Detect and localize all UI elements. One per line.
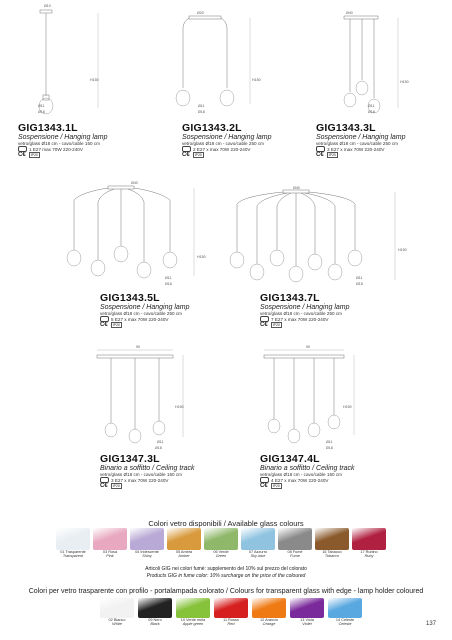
dim-top: Ø20 — [197, 11, 204, 15]
ce-mark-icon: C€ — [316, 152, 324, 158]
page-number: 137 — [426, 621, 437, 627]
product-spec: vetro/glass Ø18 cm - cavo/cable 150 cm — [100, 472, 182, 477]
dim-side: H150 — [400, 80, 409, 84]
ip-rating: IP20 — [328, 153, 336, 157]
dim-top: Ø40 — [293, 186, 300, 190]
glass-colour-swatch-label: 08 Fumè — [287, 550, 303, 554]
ce-mark-icon: C€ — [18, 152, 26, 158]
glass-colour-swatch-label: 04 Iridescente — [135, 550, 159, 554]
dim-lamp: Ø18 — [356, 282, 363, 286]
glass-colour-swatch — [315, 528, 349, 559]
dim-side: H150 — [90, 78, 99, 82]
glass-colour-swatch — [241, 528, 275, 559]
product-spec: vetro/glass Ø18 cm - cavo/cable 250 cm — [100, 311, 182, 316]
drawing-gig1343-1l — [10, 8, 110, 120]
dim-lamp: Ø18 — [38, 110, 45, 114]
edge-colour-swatch-label-en: Celeste — [338, 622, 352, 627]
glass-colour-swatch-label-en: Shiny — [142, 554, 152, 559]
glass-colour-swatch-label-en: Sky-blue — [250, 554, 266, 559]
edge-colour-swatch — [252, 598, 286, 627]
edge-colour-swatch-label-en: Orange — [262, 622, 276, 627]
product-code: GIG1347.3L — [100, 453, 160, 465]
glass-colour-swatch-color — [56, 528, 90, 550]
ip-rating: IP20 — [112, 484, 120, 488]
product-power: 4 E27 x max 70W 220-240V — [271, 477, 329, 483]
product-power: 3 E27 x max 70W 220-240V — [111, 477, 169, 483]
ip-rating: IP20 — [112, 323, 120, 327]
product-spec: vetro/glass Ø18 cm - cavo/cable 250 cm — [260, 311, 342, 316]
dim-top: Ø40 — [131, 181, 138, 185]
glass-colour-swatch-label: 03 Rosa — [102, 550, 118, 554]
product-gig1343-1l — [18, 122, 158, 158]
glass-colour-swatch — [167, 528, 201, 559]
ce-mark-icon: C€ — [100, 483, 108, 489]
glass-colour-swatch-label: 05 Ambra — [175, 550, 193, 554]
edge-colour-swatch — [290, 598, 324, 627]
product-gig1343-2l — [182, 122, 312, 158]
product-name: Binario a soffitto / Ceiling track — [100, 465, 195, 472]
dim-side: H150 — [197, 255, 206, 259]
glass-colour-swatch — [93, 528, 127, 559]
edge-colour-swatch-label-en: Red — [227, 622, 235, 627]
glass-colour-swatch-label-en: Amber — [178, 554, 190, 559]
glass-colour-swatch — [130, 528, 164, 559]
dim-bottom: Ø11 — [356, 276, 363, 280]
ce-mark-icon: C€ — [100, 322, 108, 328]
edge-colour-swatch-color — [290, 598, 324, 618]
product-spec: vetro/glass Ø18 cm - cavo/cable 250 cm — [316, 141, 398, 146]
glass-colour-swatch-label: 17 Rubino — [360, 550, 378, 554]
glass-colour-swatch-color — [167, 528, 201, 550]
glass-colour-swatch-color — [241, 528, 275, 550]
edge-colour-swatch — [176, 598, 210, 627]
product-power: 7 E27 x max 70W 220-240V — [271, 316, 329, 322]
dim-bottom: Ø11 — [38, 104, 45, 108]
edge-colours-title: Colori per vetro trasparente con profilo - portalampada colorato / Colours for transparent glass with edge - lamp holder coloured — [28, 588, 424, 595]
drawing-gig1343-2l — [165, 8, 275, 120]
ce-mark-icon: C€ — [182, 152, 190, 158]
dim-top: 90 — [136, 345, 140, 349]
dim-top: Ø10 — [44, 4, 51, 8]
dim-lamp: Ø18 — [198, 110, 205, 114]
glass-colour-swatch-label-en: Transparent — [62, 554, 84, 559]
product-spec: vetro/glass Ø18 cm - cavo/cable 150 cm — [18, 141, 100, 146]
dim-bottom: Ø11 — [198, 104, 205, 108]
dim-top: Ø40 — [346, 11, 353, 15]
edge-colour-swatch-color — [214, 598, 248, 618]
drawing-gig1347-3l — [95, 345, 195, 445]
dim-bottom: Ø11 — [368, 104, 375, 108]
edge-colour-swatch-label-en: Black — [150, 622, 160, 627]
product-gig1343-3l — [316, 122, 446, 158]
product-gig1347-4l — [260, 453, 400, 489]
glass-colour-swatch-label-en: Pink — [106, 554, 114, 559]
product-name: Binario a soffitto / Ceiling track — [260, 465, 355, 472]
product-code: GIG1343.2L — [182, 122, 242, 134]
edge-colour-swatch-label: 11 Rosso — [223, 618, 239, 622]
product-code: GIG1343.5L — [100, 292, 160, 304]
edge-colour-swatch-label: 14 Celeste — [335, 618, 355, 622]
edge-colour-swatch-label: 02 Bianco — [108, 618, 126, 622]
edge-colour-swatch-label-en: White — [112, 622, 122, 627]
glass-colour-swatch — [278, 528, 312, 559]
glass-colour-swatch-color — [315, 528, 349, 550]
edge-colour-swatch-color — [138, 598, 172, 618]
dim-side: H150 — [343, 405, 352, 409]
edge-colour-swatch-color — [328, 598, 362, 618]
glass-colour-swatch-label: 16 Tabacco — [322, 550, 342, 554]
product-name: Sospensione / Hanging lamp — [260, 304, 350, 311]
edge-colour-swatch-label: 12 Arancio — [260, 618, 278, 622]
edge-colour-swatch-label: 09 Nero — [148, 618, 162, 622]
drawing-gig1347-4l — [262, 345, 372, 445]
product-code: GIG1343.3L — [316, 122, 376, 134]
glass-colours-title: Colori vetro disponibili / Available glass colours — [148, 519, 304, 528]
glass-colour-swatch-label: 01 Trasparente — [60, 550, 86, 554]
drawing-gig1343-5l — [60, 180, 220, 290]
product-gig1343-7l — [260, 292, 400, 328]
product-name: Sospensione / Hanging lamp — [18, 134, 108, 141]
edge-colour-swatch — [100, 598, 134, 627]
glass-colour-swatch-label: 07 Azzurro — [248, 550, 268, 554]
glass-colour-swatch-label-en: Tobacco — [324, 554, 340, 559]
glass-colour-swatch-color — [93, 528, 127, 550]
product-power: 1 E27 max 70W 220-240V — [29, 146, 83, 152]
ip-rating: IP20 — [272, 323, 280, 327]
edge-colour-swatch-color — [252, 598, 286, 618]
product-power: 5 E27 x max 70W 220-240V — [111, 316, 169, 322]
glass-colour-swatch-color — [130, 528, 164, 550]
product-gig1347-3l — [100, 453, 240, 489]
edge-colour-swatch — [328, 598, 362, 627]
ip-rating: IP20 — [272, 484, 280, 488]
product-code: GIG1343.1L — [18, 122, 78, 134]
edge-colour-swatches — [100, 598, 362, 627]
glass-colour-swatch-label-en: Ruby — [364, 554, 374, 559]
edge-colour-swatch — [214, 598, 248, 627]
dim-bottom: Ø11 — [326, 440, 333, 444]
edge-colour-swatch-label: 10 Verde mela — [180, 618, 206, 622]
edge-colour-swatch — [138, 598, 172, 627]
dim-side: H150 — [252, 78, 261, 82]
dim-side: H150 — [175, 405, 184, 409]
ip-rating: IP20 — [194, 153, 202, 157]
glass-colour-swatch-color — [352, 528, 386, 550]
glass-colour-swatch — [352, 528, 386, 559]
edge-colour-swatch-label: 13 Viola — [300, 618, 314, 622]
product-name: Sospensione / Hanging lamp — [100, 304, 190, 311]
product-code: GIG1347.4L — [260, 453, 320, 465]
dim-lamp: Ø18 — [155, 446, 162, 450]
edge-colour-swatch-color — [176, 598, 210, 618]
fume-note-en: Products GIG in fume color: 10% surcharge on the price of the coloured — [146, 573, 306, 579]
dim-side: H150 — [398, 248, 407, 252]
dim-bottom: Ø11 — [165, 276, 172, 280]
product-spec: vetro/glass Ø18 cm - cavo/cable 250 cm — [182, 141, 264, 146]
glass-colour-swatch-color — [278, 528, 312, 550]
product-power: 3 E27 x max 70W 220-240V — [327, 146, 385, 152]
glass-colour-swatches — [56, 528, 386, 559]
glass-colour-swatch-label-en: Fume — [290, 554, 300, 559]
dim-lamp: Ø18 — [165, 282, 172, 286]
drawing-gig1343-3l — [330, 8, 440, 120]
fume-note-it: Articoli GIG nei colori fumè: supplemento del 10% sul prezzo del colorato — [145, 566, 307, 572]
product-spec: vetro/glass Ø18 cm - cavo/cable 150 cm — [260, 472, 342, 477]
ip-rating: IP20 — [30, 153, 38, 157]
ce-mark-icon: C€ — [260, 322, 268, 328]
dim-bottom: Ø11 — [157, 440, 164, 444]
edge-colour-swatch-color — [100, 598, 134, 618]
edge-colour-swatch-label-en: Apple green — [182, 622, 204, 627]
glass-colour-swatch — [56, 528, 90, 559]
glass-colour-swatch-color — [204, 528, 238, 550]
ce-mark-icon: C€ — [260, 483, 268, 489]
glass-colour-swatch-label: 06 Verde — [213, 550, 229, 554]
product-name: Sospensione / Hanging lamp — [182, 134, 272, 141]
glass-colour-swatch-label-en: Green — [215, 554, 227, 559]
drawing-gig1343-7l — [225, 180, 425, 290]
product-gig1343-5l — [100, 292, 240, 328]
edge-colour-swatch-label-en: Violet — [302, 622, 312, 627]
glass-colour-swatch — [204, 528, 238, 559]
product-power: 2 E27 x max 70W 220-240V — [193, 146, 251, 152]
product-name: Sospensione / Hanging lamp — [316, 134, 406, 141]
dim-lamp: Ø18 — [368, 110, 375, 114]
product-code: GIG1343.7L — [260, 292, 320, 304]
dim-lamp: Ø18 — [326, 446, 333, 450]
dim-top: 90 — [306, 345, 310, 349]
